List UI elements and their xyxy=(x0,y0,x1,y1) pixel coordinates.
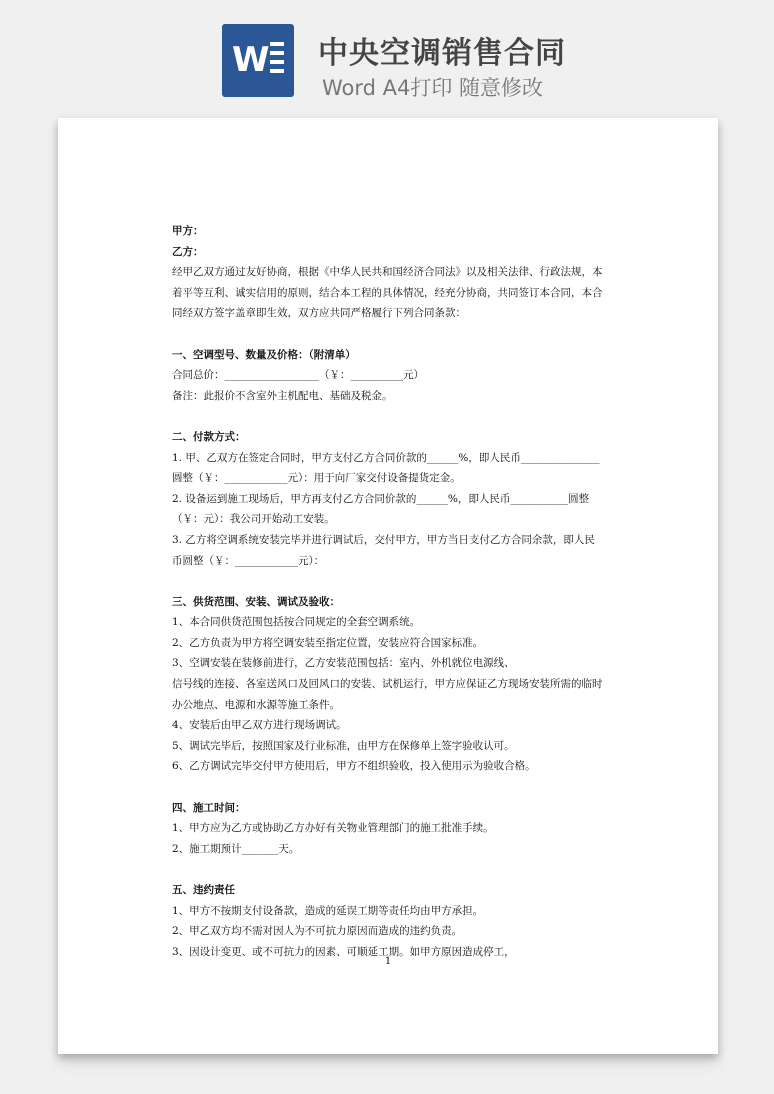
party-b-label: 乙方： xyxy=(172,245,204,258)
section-3-item-4: 4、安装后由甲乙双方进行现场调试。 xyxy=(172,719,347,732)
banner xyxy=(0,0,774,118)
section-2-item-3: 3. 乙方将空调系统安装完毕并进行调试后，交付甲方，甲方当日支付乙方合同余款，即人民币圆整（￥：____________元）： xyxy=(172,533,595,567)
section-4-item-2: 2、施工期预计_______天。 xyxy=(172,842,300,855)
section-3-item-6: 6、乙方调试完毕交付甲方使用后，甲方不组织验收，投入使用示为验收合格。 xyxy=(172,760,536,773)
section-3-item-1: 1、本合同供货范围包括按合同规定的全套空调系统。 xyxy=(172,616,421,629)
word-icon-lines xyxy=(270,42,284,82)
section-1-title: 一、空调型号、数量及价格：（附清单） xyxy=(172,348,356,361)
section-3-item-3a: 3、空调安装在装修前进行，乙方安装范围包括：室内、外机就位电源线、 xyxy=(172,657,515,670)
section-3-item-2: 2、乙方负责为甲方将空调安装至指定位置，安装应符合国家标准。 xyxy=(172,636,484,649)
section-4-item-1: 1、甲方应为乙方或协助乙方办好有关物业管理部门的施工批准手续。 xyxy=(172,822,494,835)
document-page xyxy=(58,118,718,1054)
section-2-item-1: 1. 甲、乙双方在签定合同时，甲方支付乙方合同价款的______%，即人民币_______________圆整（￥：____________元）：用于向厂家交付设备提货定金。 xyxy=(172,451,600,485)
document-content xyxy=(172,221,604,962)
section-3-item-3b: 信号线的连接、各室送风口及回风口的安装、试机运行，甲方应保证乙方现场安装所需的临时办公地点、电源和水源等施工条件。 xyxy=(172,678,603,711)
section-5-item-3: 3、因设计变更、或不可抗力的因素、可顺延工期。如甲方原因造成停工， xyxy=(172,945,515,958)
party-a-label: 甲方： xyxy=(172,225,204,237)
banner-title: 中央空调销售合同 xyxy=(318,36,566,71)
word-icon-letter: W xyxy=(232,40,270,80)
section-5-item-1: 1、甲方不按期支付设备款，造成的延误工期等责任均由甲方承担。 xyxy=(172,904,484,917)
section-2-item-2: 2. 设备运到施工现场后，甲方再支付乙方合同价款的______%，即人民币___________圆整（￥：元）：我公司开始动工安装。 xyxy=(172,492,590,526)
section-3-title: 三、供货范围、安装、调试及验收： xyxy=(172,595,340,608)
section-1-note: 备注：此报价不含室外主机配电、基础及税金。 xyxy=(172,389,393,402)
section-3-item-5: 5、调试完毕后，按照国家及行业标准，由甲方在保修单上签字验收认可。 xyxy=(172,739,515,752)
banner-subtitle: Word A4打印 随意修改 xyxy=(322,76,544,100)
section-1-total: 合同总价：__________________（￥：__________元） xyxy=(172,369,424,382)
intro-paragraph: 经甲乙双方通过友好协商，根据《中华人民共和国经济合同法》以及相关法律、行政法规，本着平等互利、诚实信用的原则，结合本工程的具体情况，经充分协商，共同签订本合同，本合同经双方签字盖章即生效，双方应共同严格履行下列合同条款： xyxy=(172,266,603,320)
word-icon xyxy=(222,24,294,97)
page-number: 1 xyxy=(384,956,392,967)
section-2-title: 二、付款方式： xyxy=(172,430,246,443)
section-5-title: 五、违约责任 xyxy=(172,884,235,896)
section-5-item-2: 2、甲乙双方均不需对因人为不可抗力原因而造成的违约负责。 xyxy=(172,925,463,938)
section-4-title: 四、施工时间： xyxy=(172,801,246,814)
